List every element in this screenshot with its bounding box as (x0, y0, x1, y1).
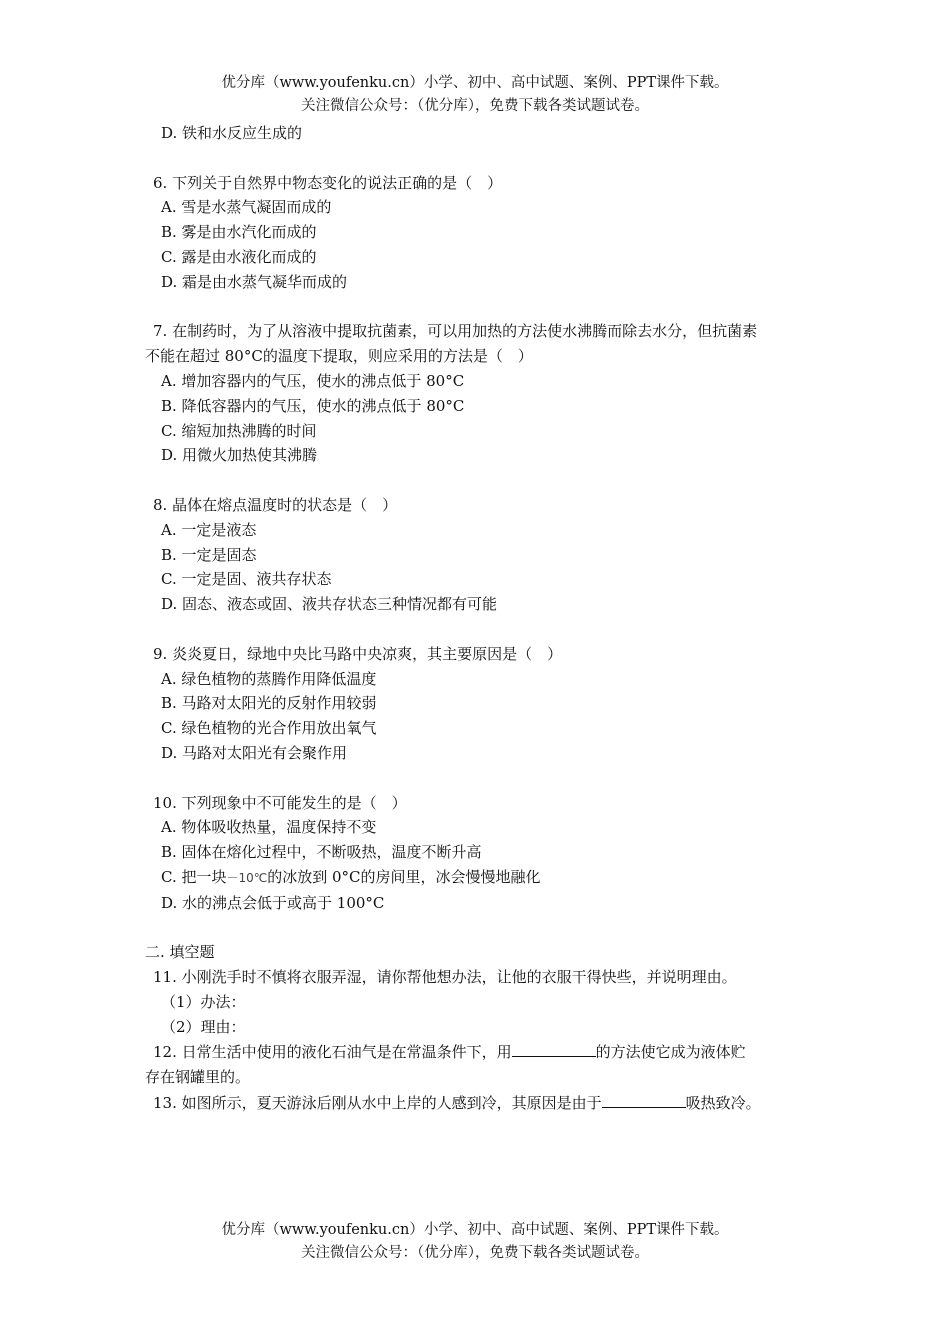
option-c: C. 露是由水液化而成的 (161, 247, 317, 266)
question-stem: 6. 下列关于自然界中物态变化的说法正确的是（ ） (153, 173, 503, 192)
option-d: D. 固态、液态或固、液共存状态三种情况都有可能 (161, 595, 498, 614)
question-13 (145, 1090, 810, 1116)
answer-reason-label: （2）理由： (161, 1017, 246, 1036)
option-c: C. 绿色植物的光合作用放出氧气 (161, 719, 377, 738)
question-stem-post: 的方法使它成为液体贮 (595, 1043, 746, 1062)
option-c: C. 一定是固、液共存状态 (161, 570, 332, 589)
header-line-1: 优分库（www.youfenku.cn）小学、初中、高中试题、案例、PPT课件下载。 (221, 75, 729, 91)
page-footer (0, 1219, 950, 1265)
option-a: A. 增加容器内的气压，使水的沸点低于 80°C (161, 371, 465, 390)
question-stem: 9. 炎炎夏日，绿地中央比马路中央凉爽，其主要原因是（ ） (153, 644, 563, 663)
question-stem-post: 吸热致冷。 (685, 1094, 761, 1113)
question-stem-pre: 12. 日常生活中使用的液化石油气是在常温条件下，用 (153, 1043, 512, 1062)
question-8 (145, 493, 810, 617)
page-header (0, 72, 950, 118)
option-d: D. 水的沸点会低于或高于 100°C (161, 893, 385, 912)
question-11 (145, 965, 810, 1039)
option-a: A. 物体吸收热量，温度保持不变 (161, 818, 377, 837)
question-stem: 10. 下列现象中不可能发生的是（ ） (153, 793, 407, 812)
option-b: B. 一定是固态 (161, 545, 257, 564)
question-stem: 11. 小刚洗手时不慎将衣服弄湿，请你帮他想办法，让他的衣服干得快些，并说明理由。 (153, 968, 737, 987)
option-c: C. 缩短加热沸腾的时间 (161, 421, 317, 440)
question-12 (145, 1039, 810, 1090)
footer-line-2: 关注微信公众号：（优分库），免费下载各类试题试卷。 (301, 1245, 649, 1261)
footer-line-1: 优分库（www.youfenku.cn）小学、初中、高中试题、案例、PPT课件下载。 (221, 1222, 729, 1238)
section-title: 二. 填空题 (145, 943, 215, 962)
option-b: B. 固体在熔化过程中，不断吸热，温度不断升高 (161, 843, 482, 862)
question-stem-continued: 存在钢罐里的。 (145, 1068, 251, 1087)
option-d: D. 马路对太阳光有会聚作用 (161, 743, 348, 762)
question-stem: 8. 晶体在熔点温度时的状态是（ ） (153, 495, 398, 514)
question-stem: 7. 在制药时，为了从溶液中提取抗菌素，可以用加热的方法使水沸腾而除去水分，但抗菌素 (153, 322, 758, 341)
option-d: D. 霜是由水蒸气凝华而成的 (161, 272, 348, 291)
answer-blank[interactable] (602, 1090, 686, 1108)
question-10 (145, 791, 810, 916)
question-7 (145, 319, 810, 468)
option-c (145, 865, 810, 891)
option-b: B. 雾是由水汽化而成的 (161, 223, 317, 242)
continued-option: D. 铁和水反应生成的 (161, 124, 303, 142)
header-line-2: 关注微信公众号：（优分库），免费下载各类试题试卷。 (301, 98, 649, 114)
question-stem-pre: 13. 如图所示，夏天游泳后刚从水中上岸的人感到冷，其原因是由于 (153, 1094, 602, 1113)
option-a: A. 一定是液态 (161, 520, 257, 539)
answer-method-label: （1）办法： (161, 992, 246, 1011)
option-a: A. 绿色植物的蒸腾作用降低温度 (161, 669, 377, 688)
option-b: B. 降低容器内的气压，使水的沸点低于 80°C (161, 396, 465, 415)
answer-blank[interactable] (512, 1039, 596, 1057)
option-c-post: 的冰放到 0°C的房间里，冰会慢慢地融化 (267, 867, 541, 886)
question-6 (145, 171, 810, 295)
question-9 (145, 642, 810, 766)
question-stem-continued: 不能在超过 80°C的温度下提取，则应采用的方法是（ ） (145, 347, 533, 366)
option-c-pre: C. 把一块 (161, 867, 227, 886)
document-body (145, 121, 810, 1116)
option-b: B. 马路对太阳光的反射作用较弱 (161, 694, 377, 713)
option-d: D. 用微火加热使其沸腾 (161, 446, 318, 465)
option-a: A. 雪是水蒸气凝固而成的 (161, 198, 332, 217)
option-c-temperature: －10℃ (226, 870, 268, 885)
